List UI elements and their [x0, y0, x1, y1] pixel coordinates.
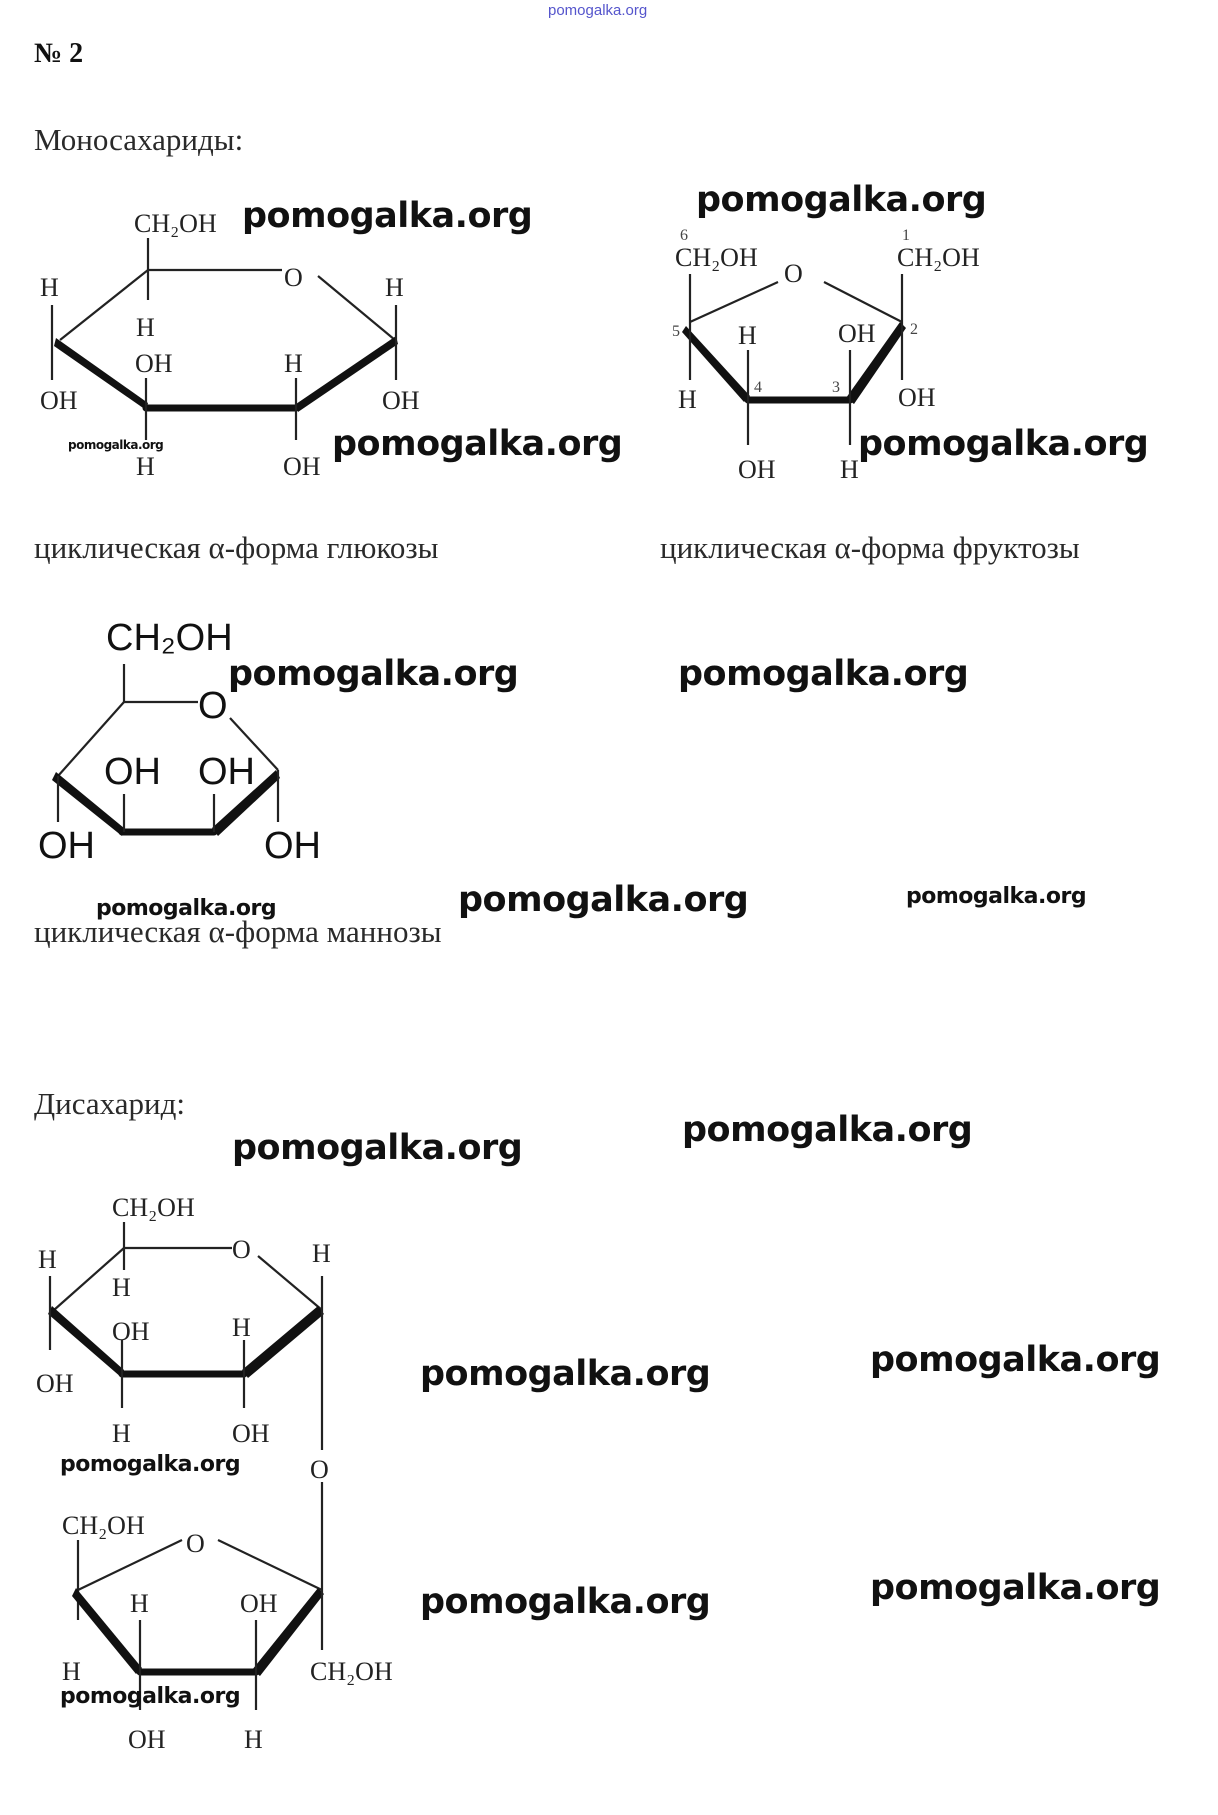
- glucose-ch2oh-label: CH₂OH: [134, 209, 217, 238]
- sucrose-bridge-o-label: O: [310, 1455, 329, 1484]
- watermark: pomogalka.org: [858, 424, 1149, 464]
- mannose-caption: циклическая α-форма маннозы: [34, 914, 442, 949]
- watermark: pomogalka.org: [870, 1568, 1161, 1608]
- watermark: pomogalka.org: [420, 1354, 711, 1394]
- watermark: pomogalka.org: [60, 1684, 241, 1709]
- monosaccharides-heading: Моносахариды:: [34, 122, 244, 157]
- sucrose-fru-o-label: O: [186, 1529, 205, 1558]
- fructose-num-6: 6: [680, 227, 688, 244]
- watermark: pomogalka.org: [678, 654, 969, 694]
- watermark: pomogalka.org: [682, 1110, 973, 1150]
- glucose-oh-c3-label: OH: [135, 349, 173, 378]
- fructose-num-5: 5: [672, 323, 680, 340]
- sucrose-glc-h-c2-label: H: [232, 1313, 251, 1342]
- mannose-ring-o-label: O: [198, 685, 228, 727]
- watermark: pomogalka.org: [60, 1452, 241, 1477]
- sucrose-glc-wedge-right: [242, 1306, 324, 1378]
- fructose-ch2oh-right-label: CH₂OH: [897, 243, 980, 272]
- watermark: pomogalka.org: [68, 438, 164, 452]
- sucrose-glc-oh-c4-label: OH: [36, 1369, 74, 1398]
- disaccharide-heading: Дисахарид:: [34, 1086, 185, 1121]
- sucrose-fru-h-bottom-label: H: [244, 1725, 263, 1754]
- glucose-oh-c4-label: OH: [40, 386, 78, 415]
- watermark: pomogalka.org: [332, 424, 623, 464]
- glucose-bond-c5-c4: [60, 270, 148, 340]
- glucose-h-bottom-label: H: [136, 452, 155, 481]
- watermark: pomogalka.org: [458, 880, 749, 920]
- site-header-link[interactable]: pomogalka.org: [548, 2, 648, 19]
- glucose-h-left-label: H: [40, 273, 59, 302]
- fructose-num-4: 4: [754, 379, 762, 396]
- sucrose-glc-h-right-label: H: [312, 1239, 331, 1268]
- fructose-caption: циклическая α-форма фруктозы: [660, 530, 1080, 565]
- sucrose-glc-oh-bottom-label: OH: [232, 1419, 270, 1448]
- fructose-h-c5-label: H: [678, 385, 697, 414]
- mannose-oh-c2-label: OH: [198, 751, 255, 793]
- watermark: pomogalka.org: [228, 654, 519, 694]
- glucose-caption: циклическая α-форма глюкозы: [34, 530, 439, 565]
- sucrose-glc-h-bottom-label: H: [112, 1419, 131, 1448]
- sucrose-fru-bond-o-c2: [218, 1540, 322, 1590]
- watermark: pomogalka.org: [96, 896, 277, 921]
- fructose-ch2oh-left-label: CH₂OH: [675, 243, 758, 272]
- fructose-h-bottom-label: H: [840, 455, 859, 484]
- sucrose-fru-h-c4-label: H: [130, 1589, 149, 1618]
- fructose-oh-c3-label: OH: [838, 319, 876, 348]
- glucose-oh-bottom-label: OH: [283, 452, 321, 481]
- watermark: pomogalka.org: [232, 1128, 523, 1168]
- fructose-oh-c2-label: OH: [898, 383, 936, 412]
- fructose-bond-c5-o: [690, 282, 778, 322]
- fructose-num-3: 3: [832, 379, 840, 396]
- watermark: pomogalka.org: [870, 1340, 1161, 1380]
- fructose-h-c4-label: H: [738, 321, 757, 350]
- sucrose-fru-ch2oh-right-label: CH₂OH: [310, 1657, 393, 1686]
- sucrose-glc-h-c5-label: H: [112, 1273, 131, 1302]
- sucrose-fru-oh-c3-label: OH: [240, 1589, 278, 1618]
- watermark: pomogalka.org: [906, 884, 1087, 909]
- sucrose-fru-oh-bottom-label: OH: [128, 1725, 166, 1754]
- sucrose-glc-o-label: O: [232, 1235, 251, 1264]
- sucrose-glc-ch2oh-label: CH₂OH: [112, 1193, 195, 1222]
- glucose-ring-o-label: O: [284, 263, 303, 292]
- glucose-oh-c1-label: OH: [382, 386, 420, 415]
- mannose-ch2oh-label: CH₂OH: [106, 617, 233, 659]
- watermark: pomogalka.org: [696, 180, 987, 220]
- glucose-bond-o-c1: [318, 276, 395, 340]
- sucrose-glc-oh-c3-label: OH: [112, 1317, 150, 1346]
- sucrose-fru-h-c5-label: H: [62, 1657, 81, 1686]
- mannose-oh-c1-label: OH: [264, 825, 321, 867]
- mannose-oh-c4-label: OH: [38, 825, 95, 867]
- glucose-h-c5-label: H: [136, 313, 155, 342]
- watermark: pomogalka.org: [420, 1582, 711, 1622]
- sucrose-fru-ch2oh-left-label: CH₂OH: [62, 1511, 145, 1540]
- fructose-bond-o-c2: [824, 282, 902, 322]
- fructose-oh-bottom-label: OH: [738, 455, 776, 484]
- problem-number: № 2: [34, 38, 84, 69]
- glucose-h-c2-label: H: [284, 349, 303, 378]
- sucrose-fru-bond-c5-o: [78, 1540, 182, 1590]
- mannose-oh-c3-label: OH: [104, 751, 161, 793]
- glucose-h-right-label: H: [385, 273, 404, 302]
- fructose-ring-o-label: O: [784, 259, 803, 288]
- fructose-num-1: 1: [902, 227, 910, 244]
- watermark: pomogalka.org: [242, 196, 533, 236]
- sucrose-glc-h-left-label: H: [38, 1245, 57, 1274]
- fructose-num-2: 2: [910, 321, 918, 338]
